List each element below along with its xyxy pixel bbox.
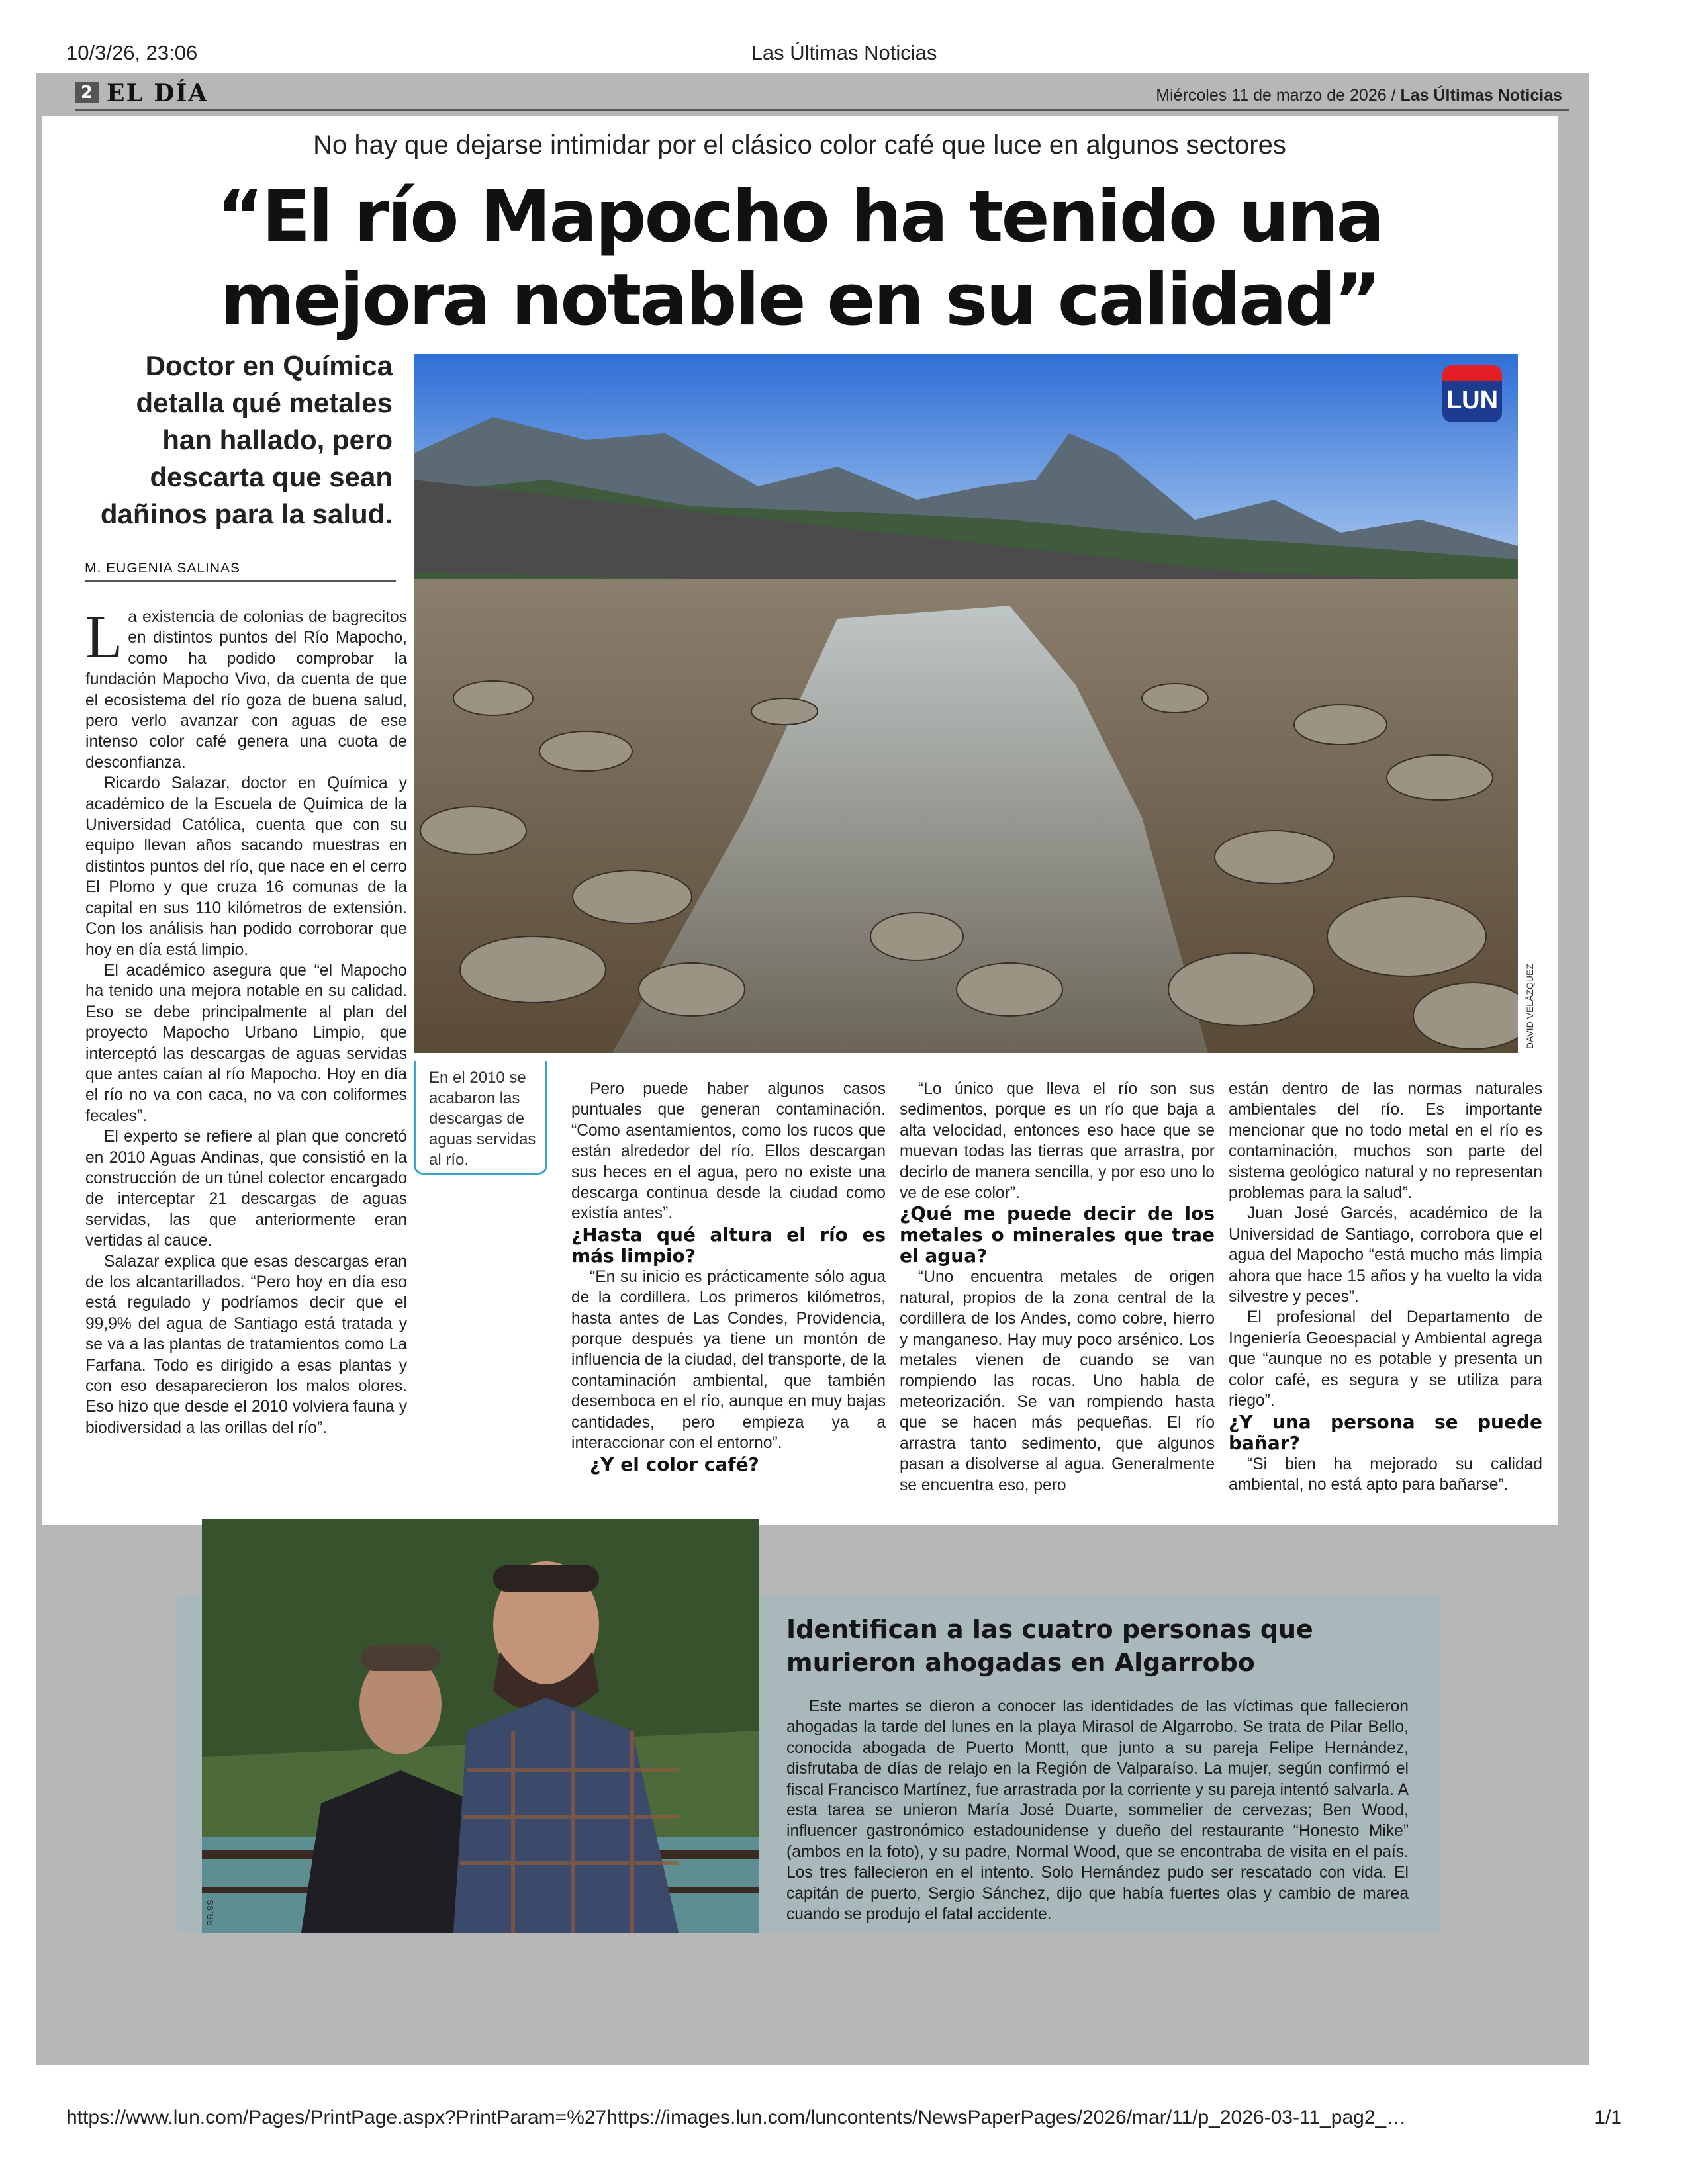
paragraph: Juan José Garcés, académico de la Universidad de Santiago, corrobora que el agua del Mapocho “está mucho más limpia ahora que hace 15 años y ha vuelto la vida silvestre y peces”. [1229,1205,1542,1306]
article-column-3 [900,1079,1215,1496]
publication-name: Las Últimas Noticias [1400,86,1562,105]
headline: “El río Mapocho ha tenido una mejora notable en su calidad” [216,175,1383,341]
paragraph: El académico asegura que “el Mapocho ha tenido una mejora notable en su calidad. Eso se debe principalmente al plan del proyecto Mapocho Urbano Limpio, que interceptó las descargas de aguas servidas que antes caían al río Mapocho. Hoy en día el río no va con caca, no va con coliformes fecales”. [85,961,407,1125]
interview-question: ¿Y una persona se puede bañar? [1229,1410,1542,1454]
paragraph: están dentro de las normas naturales ambientales del río. Es importante mencionar que no todo metal en el río es contaminación, muchos son parte del sistema geológico natural y no representan problemas para la salud”. [1229,1080,1542,1203]
river-photo-image [414,354,1518,1053]
photo-credit-rrss: RR.SS [205,1899,215,1926]
paragraph: La existencia de colonias de bagrecitos en distintos puntos del Río Mapocho, como ha podido comprobar la fundación Mapocho Vivo, da cuenta de que el ecosistema del río goza de buena salud, pero verlo avanzar con aguas de ese intenso color café genera una cuota de desconfianza. [85,603,407,772]
print-url[interactable]: https://www.lun.com/Pages/PrintPage.aspx?PrintParam=%27https://images.lun.com/luncontents/NewsPaperPages/2026/mar/11/p_2026-03-11_pag2_… [66,2107,1407,2128]
lun-logo [1442,365,1502,422]
couple-photo [202,1519,759,1933]
deck: Doctor en Química detalla qué metales han hallado, pero descarta que sean dañinos para la salud. [100,350,393,529]
paragraph: Salazar explica que esas descargas eran de los alcantarillados. “Pero hoy en día eso está regulado y podríamos decir que el 99,9% del agua de Santiago está tratada y se va a las plantas de tratamientos como La Farfana. Todo es dirigido a esas plantas y con eso desaparecieron los malos olores. Eso hizo que desde el 2010 volviera fauna y biodiversidad a las orillas del río”. [85,1252,407,1437]
river-photo [414,354,1518,1053]
paragraph: Pero puede haber algunos casos puntuales que generan contaminación. “Como asentamientos, como los rucos que están alrededor del río. Ellos descargan sus heces en el agua, pero no existe una descarga continua desde la ciudad como existía antes”. [571,1080,886,1223]
newspaper-page [36,73,1589,2065]
article-column-4 [1229,1079,1542,1495]
print-site-title: Las Últimas Noticias [751,41,937,64]
photo-credit: DAVID VELÁZQUEZ [1524,964,1535,1049]
paragraph: El experto se refiere al plan que concretó en 2010 Aguas Andinas, que consistió en la construcción de un túnel colector encargado de interceptar 21 descargas de aguas servidas, las que anteriormente eran vertidas al cauce. [85,1128,407,1250]
paragraph: Este martes se dieron a conocer las identidades de las víctimas que fallecieron ahogadas la tarde del lunes en la playa Mirasol de Algarrobo. Se trata de Pilar Bello, conocida abogada de Puerto Montt, que junto a su pareja Felipe Hernández, disfrutaba de días de relajo en la Región de Valparaíso. La mujer, según confirmó el fiscal Francisco Martínez, fue arrastrada por la corriente y su pareja intentó salvarla. A esta tarea se unieron María José Duarte, sommelier de cervezas; Ben Wood, influencer gastronómico estadounidense y dueño del restaurante “Honesto Mike” (ambos en la foto), y su padre, Normal Wood, que se encontraba de visita en el país. Los tres fallecieron en el intento. Solo Hernández pudo ser rescatado con vida. El capitán de puerto, Sergio Sánchez, dijo que había fuertes olas y cambio de marea cuando se produjo el fatal accidente. [786,1698,1409,1924]
paragraph: Ricardo Salazar, doctor en Química y académico de la Escuela de Química de la Universidad Católica, cuenta que con su equipo llevan años sacando muestras en distintos puntos del río, que nace en el cerro El Plomo y que cruza 16 comunas de la capital en sus 110 kilómetros de extensión. Con los análisis han podido corroborar que hoy en día está limpio. [85,774,407,959]
paragraph: “Lo único que lleva el río son sus sedimentos, porque es un río que baja a alta velocidad, entonces eso hace que se muevan todas las tierras que arrastra, por decirlo de manera sencilla, y por eso uno lo ve de ese color”. [900,1080,1215,1203]
article-column-2 [571,1079,886,1475]
section-bar [75,79,1569,111]
issue-date: Miércoles 11 de marzo de 2026 / [1156,86,1396,105]
article-column-1 [85,603,407,1438]
section-name: EL DÍA [107,79,209,107]
print-header [66,41,1622,68]
date-line [1156,86,1562,105]
kicker: No hay que dejarse intimidar por el clásico color café que luce en algunos sectores [313,130,1286,159]
paragraph: “Uno encuentra metales de origen natural, propios de la zona central de la cordillera de los Andes, como cobre, hierro y manganeso. Hay muy poco arsénico. Los metales vienen de cuando se van rompiendo las rocas. Uno habla de meteorización. Se van rompiendo hasta que se hacen más pequeñas. El río arrastra tanto sedimento, que algunos pasan a disolverse al agua. Generalmente se encuentra eso, pero [900,1268,1215,1494]
interview-question: ¿Y el color café? [590,1453,759,1475]
paragraph: “En su inicio es prácticamente sólo agua de la cordillera. Los primeros kilómetros, hasta antes de Las Condes, Providencia, porque después ya tiene un montón de influencia de la ciudad, del transporte, de la contaminación ambiental, que también desemboca en el río, aunque en muy bajas cantidades, pero empieza ya a interaccionar con el entorno”. [571,1267,886,1453]
print-page-count: 1/1 [1594,2107,1622,2128]
drop-cap: L [85,603,123,670]
interview-question: ¿Hasta qué altura el río es más limpio? [571,1223,886,1267]
couple-photo-image [202,1519,759,1933]
brief-body [786,1696,1409,1925]
paragraph: “Si bien ha mejorado su calidad ambiental, no está apto para bañarse”. [1229,1455,1542,1494]
photo-caption: En el 2010 se acabaron las descargas de aguas servidas al río. [414,1061,547,1175]
page-number: 2 [75,82,99,103]
brief-headline: Identifican a las cuatro personas que murieron ahogadas en Algarrobo [786,1615,1313,1677]
print-datetime: 10/3/26, 23:06 [66,41,198,64]
byline: M. EUGENIA SALINAS [85,561,396,582]
lun-logo-text: LUN [1442,381,1502,422]
interview-question: ¿Qué me puede decir de los metales o minerales que trae el agua? [900,1203,1215,1267]
article [42,116,1558,1525]
paragraph: El profesional del Departamento de Ingeniería Geoespacial y Ambiental agrega que “aunque no es potable y presenta un color café, es segura y se utiliza para riego”. [1229,1308,1542,1410]
